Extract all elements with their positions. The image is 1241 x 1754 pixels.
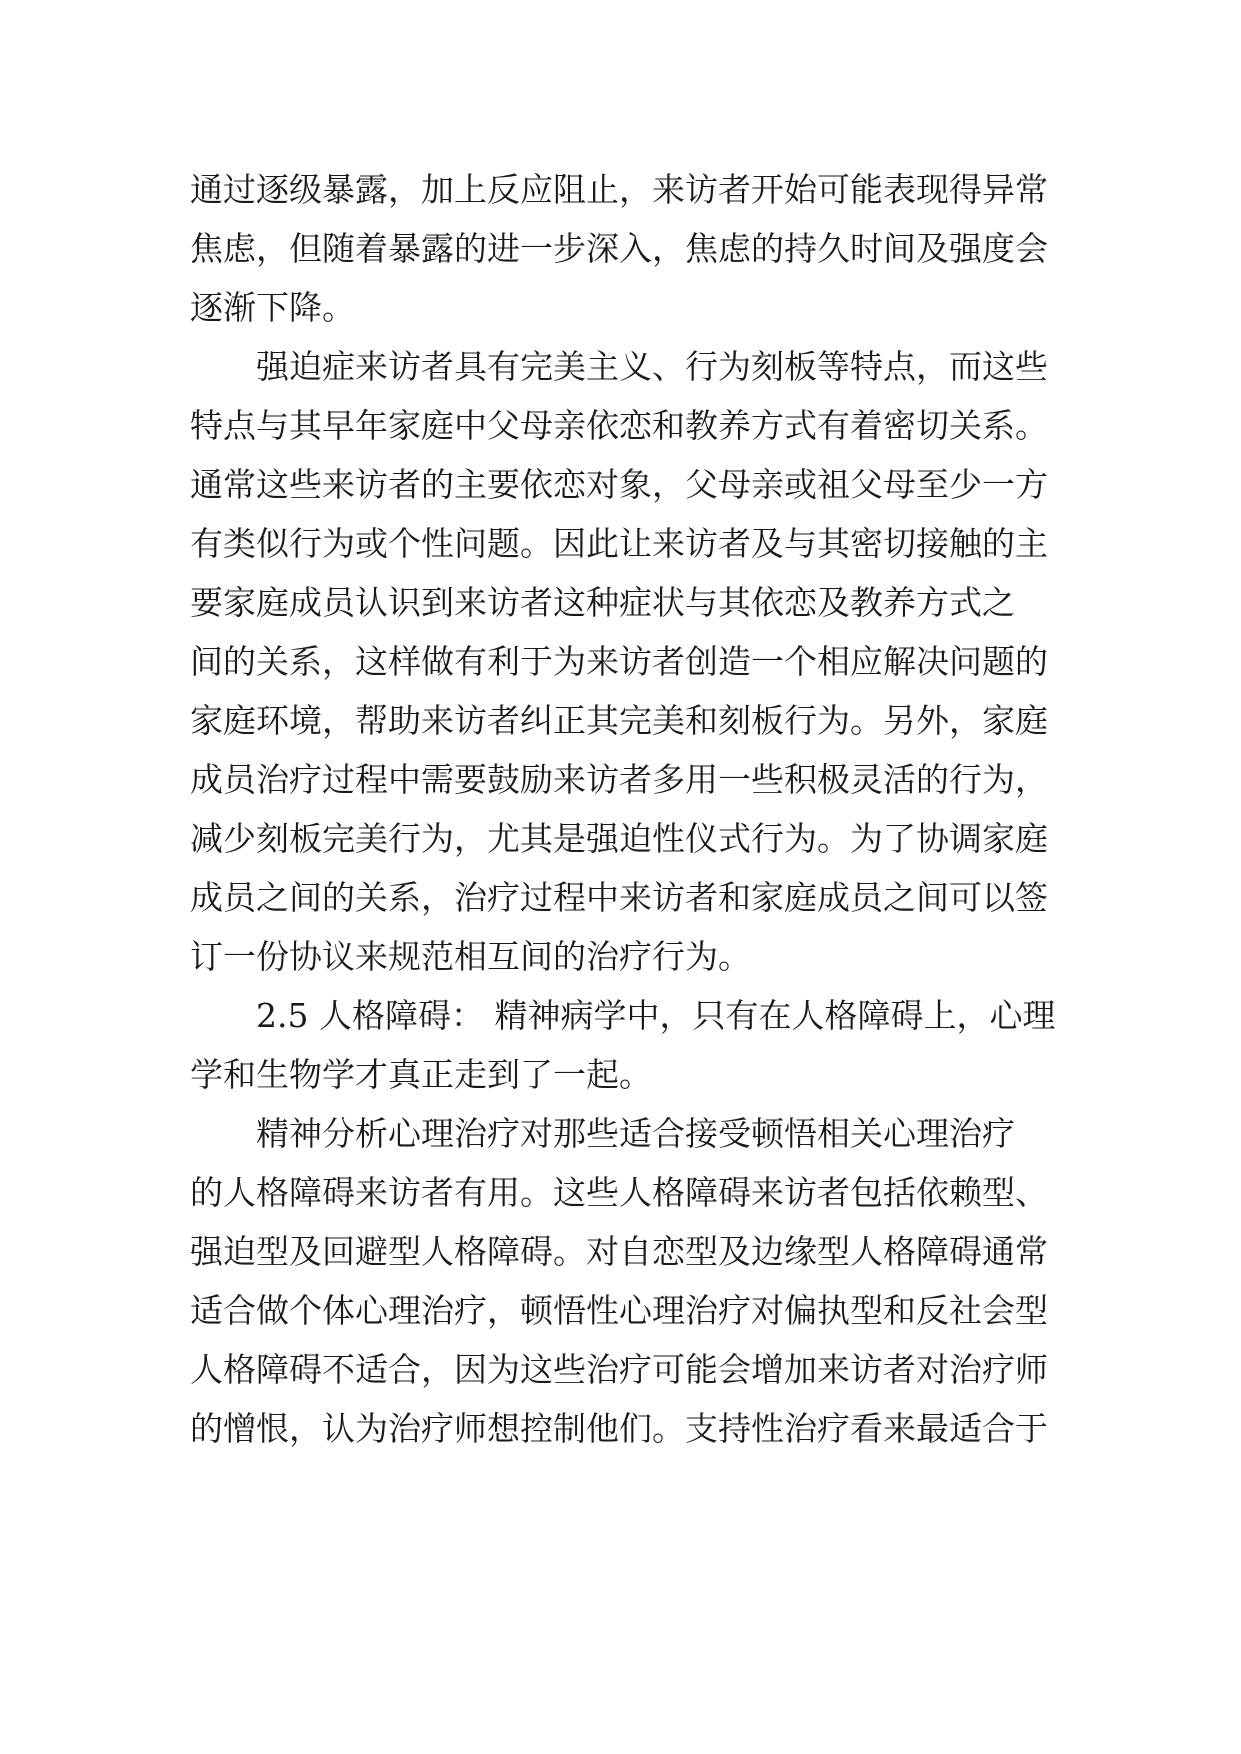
text-line: 逐渐下降。 [190, 288, 355, 327]
text-line: 的人格障碍来访者有用。这些人格障碍来访者包括依赖型、 [190, 1173, 1048, 1212]
paragraph-start-line: 强迫症来访者具有完美主义、行为刻板等特点，而这些 [256, 347, 1048, 386]
text-line: 家庭环境，帮助来访者纠正其完美和刻板行为。另外，家庭 [190, 701, 1048, 740]
text-line: 学和生物学才真正走到了一起。 [190, 1055, 652, 1094]
section-heading-line: 2.5 人格障碍： 精神病学中，只有在人格障碍上，心理 [256, 996, 1056, 1035]
text-line: 的憎恨，认为治疗师想控制他们。支持性治疗看来最适合于 [190, 1409, 1048, 1448]
text-line: 通过逐级暴露，加上反应阻止，来访者开始可能表现得异常 [190, 170, 1048, 209]
text-line: 特点与其早年家庭中父母亲依恋和教养方式有着密切关系。 [190, 406, 1048, 445]
text-line: 强迫型及回避型人格障碍。对自恋型及边缘型人格障碍通常 [190, 1232, 1048, 1271]
text-line: 要家庭成员认识到来访者这种症状与其依恋及教养方式之 [190, 583, 1015, 622]
text-line: 间的关系，这样做有利于为来访者创造一个相应解决问题的 [190, 642, 1048, 681]
text-line: 订一份协议来规范相互间的治疗行为。 [190, 937, 751, 976]
body-text [190, 160, 1060, 1458]
paragraph-start-line: 精神分析心理治疗对那些适合接受顿悟相关心理治疗 [256, 1114, 1015, 1153]
text-line: 焦虑，但随着暴露的进一步深入，焦虑的持久时间及强度会 [190, 229, 1048, 268]
text-line: 人格障碍不适合，因为这些治疗可能会增加来访者对治疗师 [190, 1350, 1048, 1389]
text-line: 成员治疗过程中需要鼓励来访者多用一些积极灵活的行为， [190, 760, 1048, 799]
text-line: 通常这些来访者的主要依恋对象，父母亲或祖父母至少一方 [190, 465, 1048, 504]
text-line: 适合做个体心理治疗，顿悟性心理治疗对偏执型和反社会型 [190, 1291, 1048, 1330]
text-line: 减少刻板完美行为，尤其是强迫性仪式行为。为了协调家庭 [190, 819, 1048, 858]
text-line: 有类似行为或个性问题。因此让来访者及与其密切接触的主 [190, 524, 1048, 563]
text-line: 成员之间的关系，治疗过程中来访者和家庭成员之间可以签 [190, 878, 1048, 917]
